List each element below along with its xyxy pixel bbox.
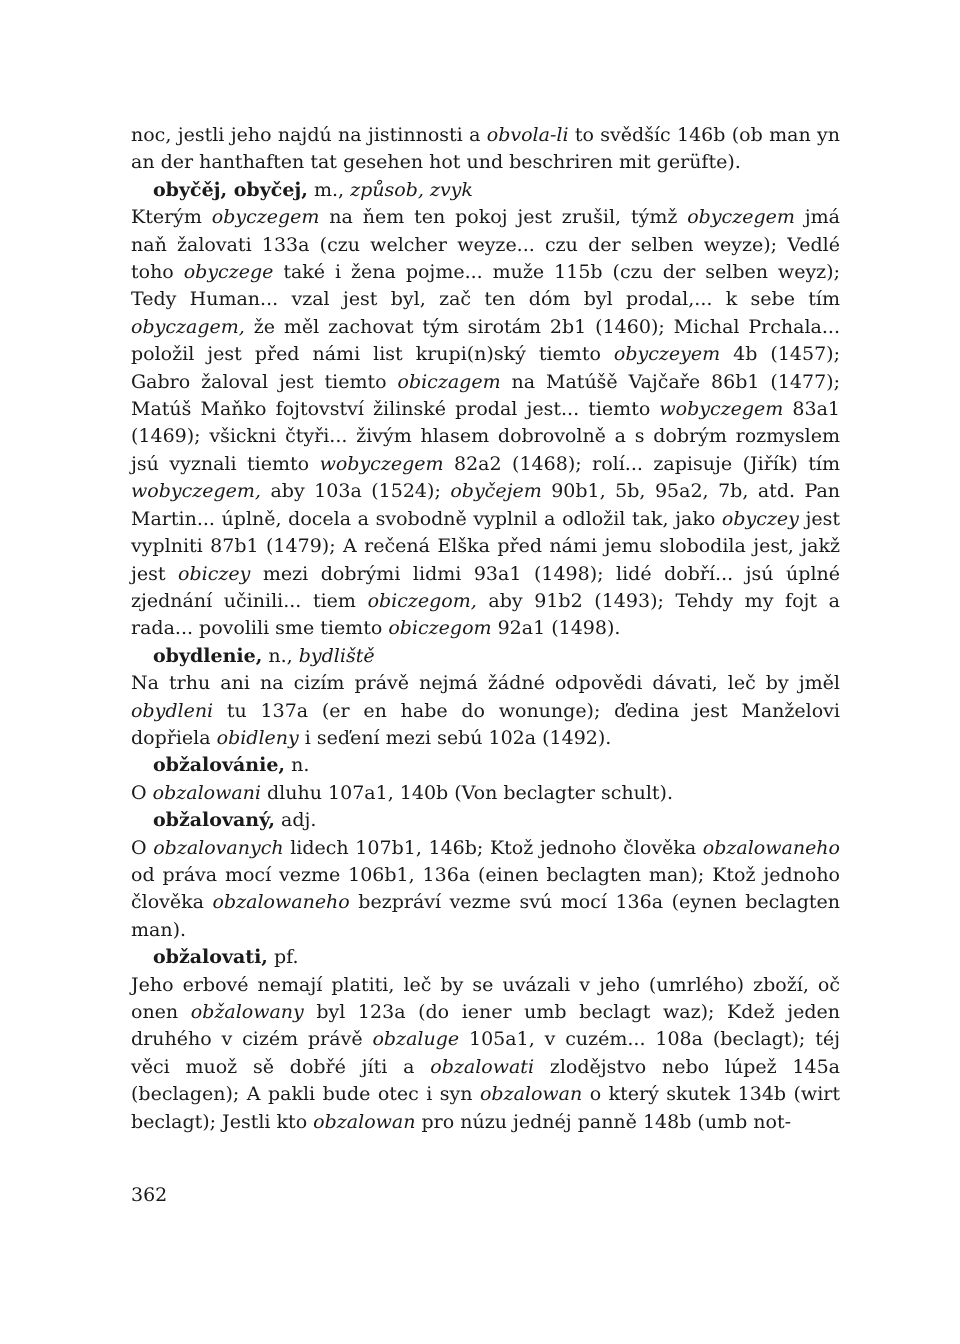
text-run: jest vyplniti 87b1 (1479); A rečená Elška před námi jemu slobodila jest, jakž jest [131, 507, 840, 585]
italic-term: obzalowan [313, 1110, 416, 1133]
text-run: od práva mocí vezme 106b1, 136a (einen beclagten man); Ktož jednoho člověka [131, 863, 840, 914]
italic-term: obyczege [183, 261, 274, 284]
italic-term: obyczegem [687, 206, 795, 229]
text-run: Na trhu ani na cizím právě nejmá žádné odpovědi dávati, leč by jměl [131, 672, 840, 695]
italic-term: wobyczegem [659, 398, 784, 421]
italic-term: obyczeyem [613, 343, 721, 366]
italic-term: obyczegem [211, 206, 320, 229]
italic-term: obydleni [131, 699, 214, 722]
entry-body-paragraph [131, 780, 840, 807]
text-run: byl 123a (do iener umb beclagt waz); Kdež jeden druhého v cizém právě [131, 1001, 840, 1051]
entry-body-paragraph [131, 670, 840, 752]
headword: obžalovánie, [153, 754, 286, 777]
text-run: mezi dobrými lidmi 93a1 (1498); lidé dobří... jsú úplné zjednání učinili... tiem [131, 562, 841, 612]
text-run: 90b1, 5b, 95a2, 7b, atd. Pan Martin... úplně, docela a svobodně vyplnil a odložil tak, jako [131, 480, 841, 530]
entry-body-paragraph [131, 972, 840, 1136]
italic-term: wobyczegem [319, 452, 444, 475]
headword: obyčěj, obyčej, [153, 178, 308, 201]
text-run: zlodějstvo nebo lúpež 145a (beclagen); A pakli bude otec i syn [131, 1055, 840, 1106]
text-run: to svědšíc 146b (ob man yn an der hanthaften tat gesehen hot und beschriren mit gerüfte). [131, 124, 841, 174]
text-run: 83a1 (1469); všickni čtyři... živým hlasem dobrovolně a s dobrým rozmyslem jsú vyznali tiemto [131, 398, 840, 475]
headword: obydlenie, [153, 644, 263, 667]
italic-term: obyčejem [450, 480, 542, 503]
text-run: n., [262, 644, 299, 667]
text-run: lidech 107b1, 146b; Ktož jednoho člověka [283, 836, 703, 859]
italic-term: obžalowany [190, 1001, 304, 1023]
text-run: 82a2 (1468); rolí... zapisuje (Jiřík) tím [443, 452, 840, 475]
italic-term: obidleny [216, 726, 299, 749]
dictionary-page [131, 122, 840, 1136]
italic-term: bydliště [298, 644, 375, 667]
italic-term: obiczagem [397, 370, 501, 393]
text-run: O [131, 781, 153, 804]
entry-headword-line [131, 752, 840, 779]
text-run: jmá naň žalovati 133a (czu welcher weyze... czu der selben weyze); Vedlé toho [131, 206, 840, 284]
italic-term: obvola-li [486, 124, 569, 146]
entry-body-paragraph [131, 204, 840, 643]
text-run: 105a1, v cuzém... 108a (beclagt); téj věci muož sě dobřé jíti a [131, 1028, 840, 1078]
text-run: 4b (1457); Gabro žaloval jest tiemto [131, 343, 840, 393]
text-run: O [131, 836, 154, 859]
text-run: o který skutek 134b (wirt beclagt); Jestli kto [131, 1083, 840, 1133]
entry-headword-line [131, 807, 840, 834]
text-run: adj. [274, 809, 317, 832]
italic-term: způsob, zvyk [350, 178, 473, 201]
italic-term: obiczey [178, 562, 251, 585]
text-run: tu 137a (er en habe do wonunge); ďedina jest Manželovi dopřiela [131, 699, 840, 749]
headword: obžalovaný, [153, 809, 275, 832]
text-run: Jeho erbové nemají platiti, leč by se uvázali v jeho (umrlého) zboží, oč onen [131, 973, 840, 1023]
text-run: že měl zachovat tým sirotám 2b1 (1460); Michal Prchala... položil jest před námi list krupi(n)ský tiemto [131, 315, 840, 366]
text-run: aby 103a (1524); [260, 480, 451, 503]
entry-headword-line [131, 944, 840, 971]
entry-headword-line [131, 177, 840, 204]
italic-term: obzalowaneho [212, 891, 350, 914]
text-run: 92a1 (1498). [491, 617, 621, 640]
italic-term: obzalovanych [153, 836, 284, 859]
italic-term: obzalowaneho [702, 836, 840, 859]
entry-body-paragraph [131, 835, 840, 945]
page-number: 362 [131, 1184, 168, 1206]
text-run: dluhu 107a1, 140b (Von beclagter schult). [260, 781, 673, 804]
text-run: pro núzu jednéj panně 148b (umb not- [415, 1110, 792, 1133]
entry-headword-line [131, 643, 840, 670]
italic-term: obyczagem, [131, 315, 245, 338]
text-run: na ňem ten pokoj jest zrušil, týmž [319, 206, 688, 229]
italic-term: obzalowan [479, 1083, 583, 1106]
entry-body-paragraph [131, 122, 840, 177]
headword: obžalovati, [153, 946, 268, 969]
text-run: i seďení mezi sebú 102a (1492). [298, 726, 612, 749]
italic-term: obzaluge [372, 1028, 460, 1051]
italic-term: obzalowani [152, 781, 261, 804]
text-run: m., [307, 178, 351, 201]
italic-term: obiczegom [388, 617, 492, 640]
text-run: pf. [267, 946, 299, 969]
text-run: na Matúšě Vajčaře 86b1 (1477); Matúš Maňko fojtovství žilinské prodal jest... tiemto [131, 370, 840, 421]
text-run: také i žena pojme... muže 115b (czu der selben weyz); Tedy Human... vzal jest byl, zač ten dóm byl prodal,... k sebe tím [131, 261, 840, 311]
italic-term: obyczey [721, 507, 799, 530]
text-run: noc, jestli jeho najdú na jistinnosti a [131, 124, 487, 146]
italic-term: obiczegom, [367, 589, 477, 612]
text-run: bezpráví vezme svú mocí 136a (eynen beclagten man). [131, 891, 840, 941]
italic-term: obzalowati [430, 1055, 535, 1078]
text-run: n. [285, 754, 310, 777]
italic-term: wobyczegem, [131, 480, 261, 503]
text-run: aby 91b2 (1493); Tehdy my fojt a rada... povolili sme tiemto [131, 589, 840, 640]
text-run: Kterým [131, 206, 212, 229]
